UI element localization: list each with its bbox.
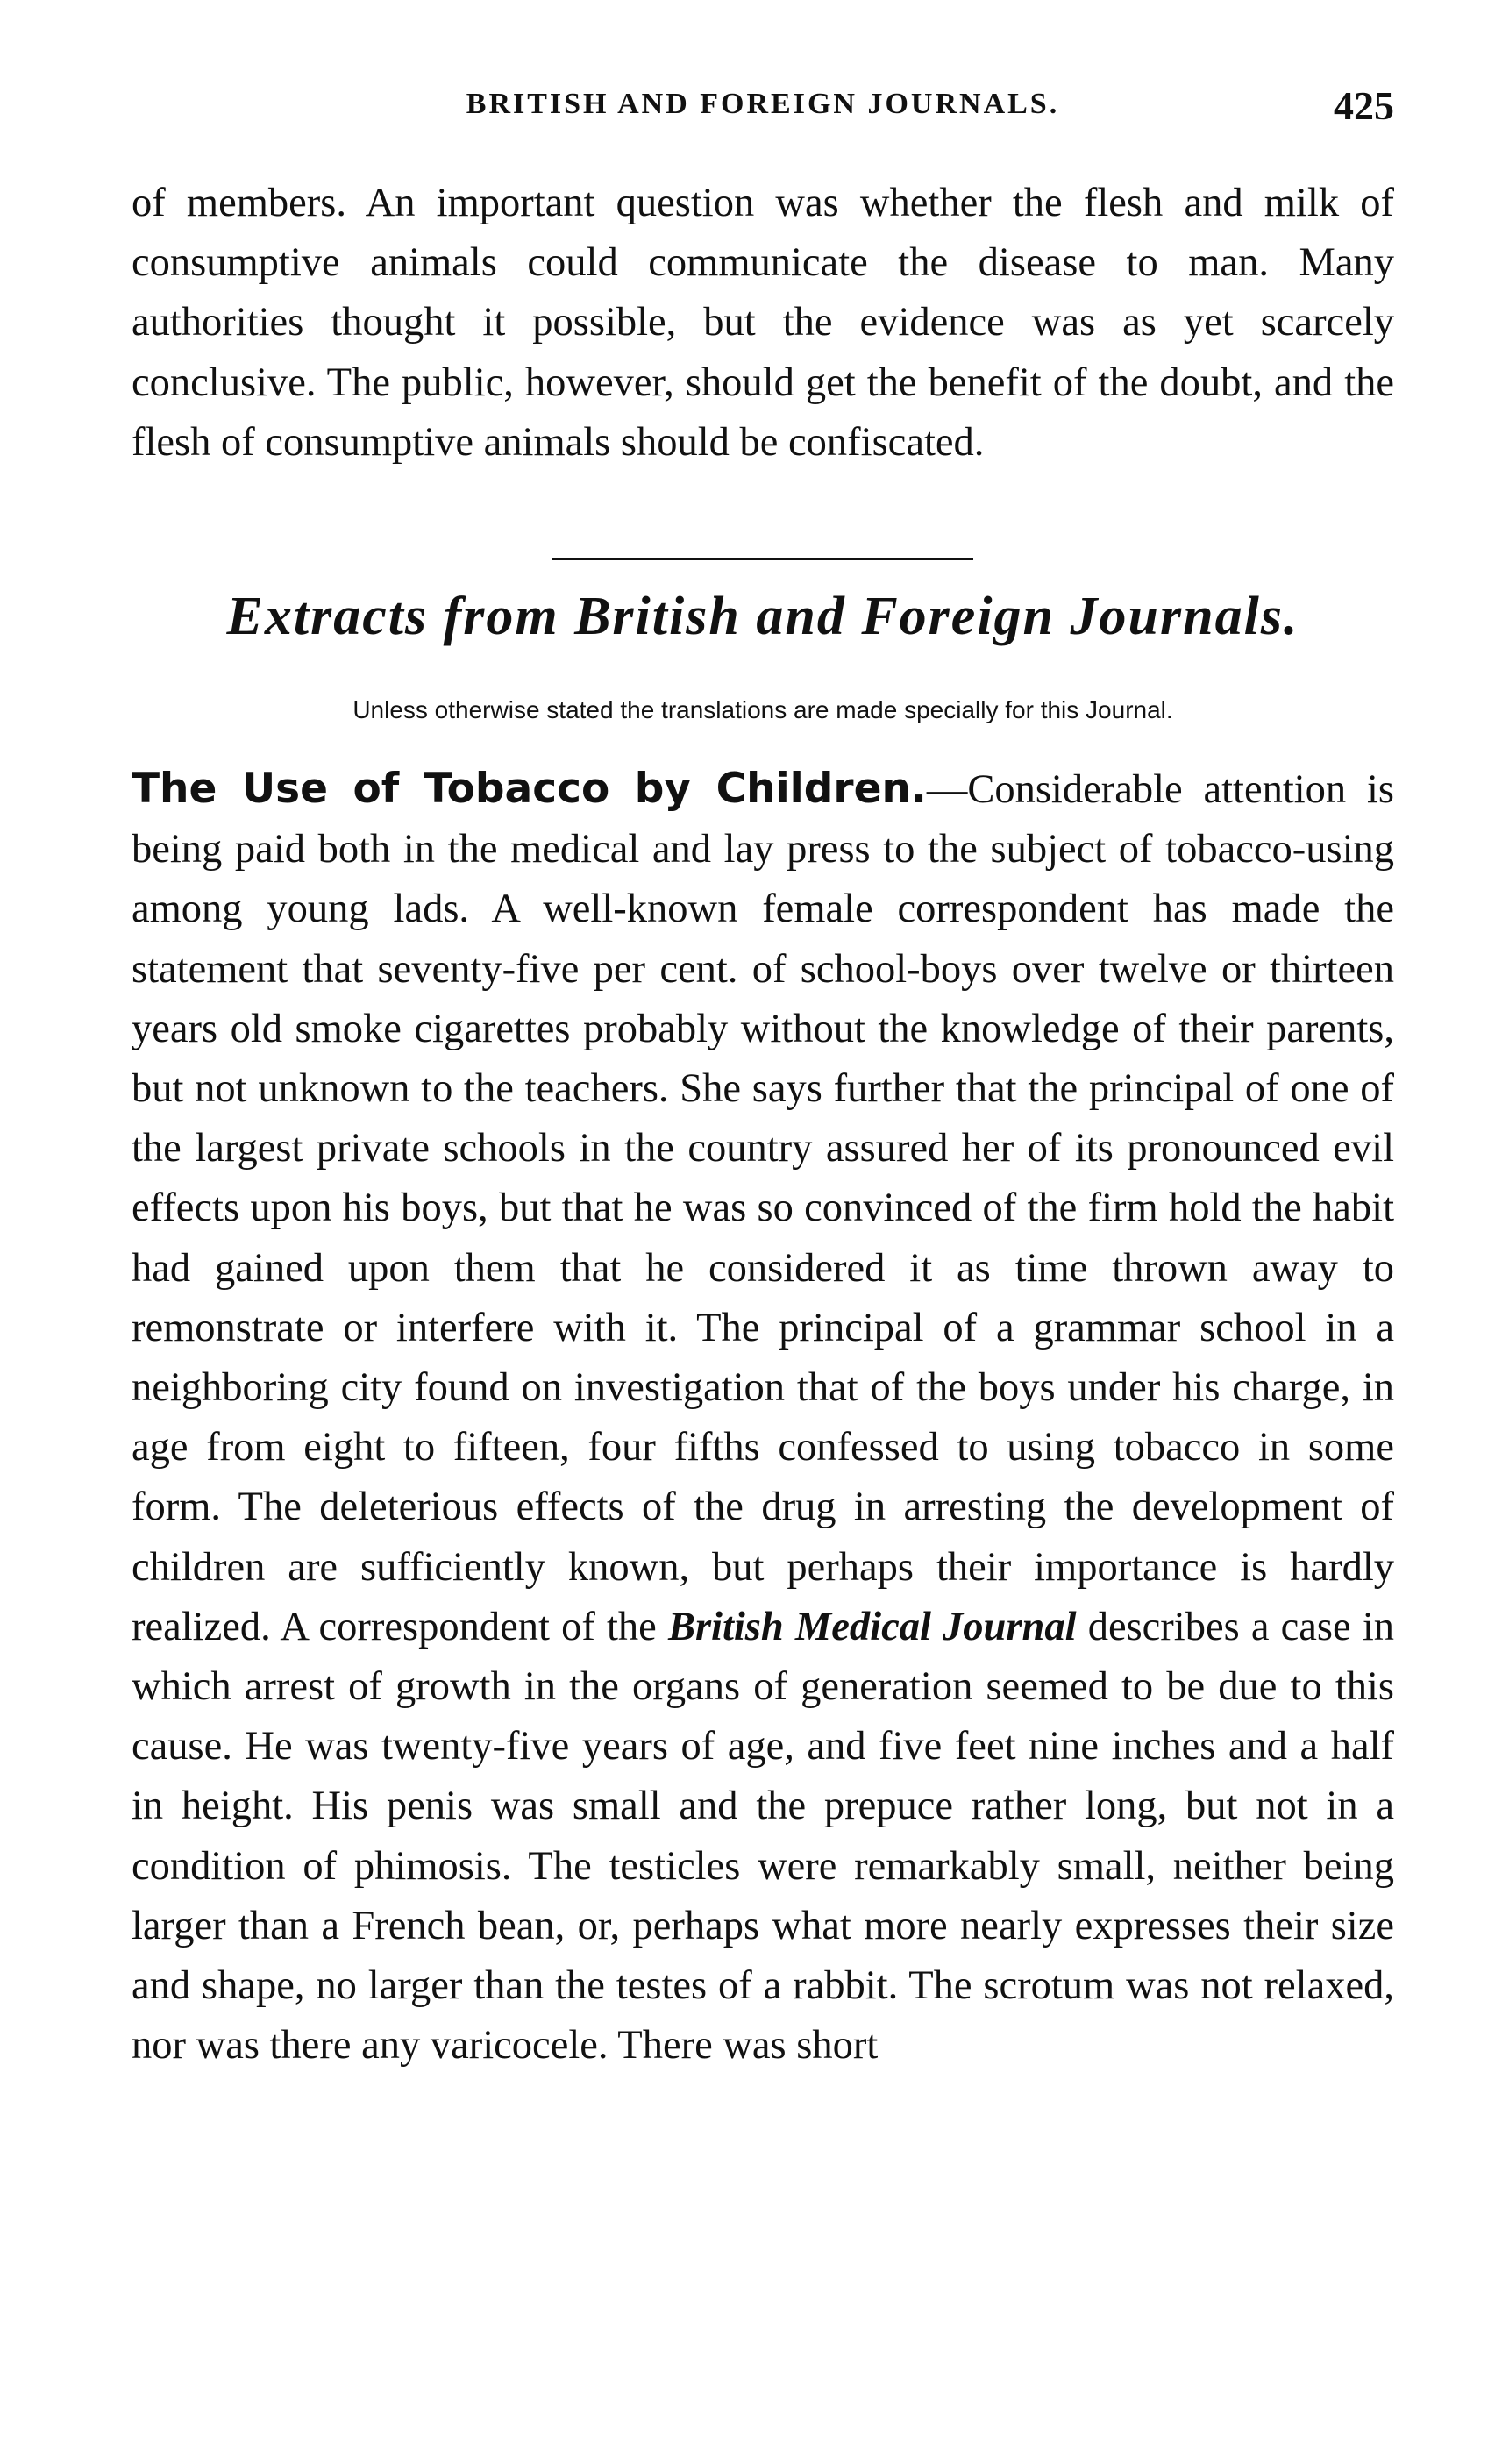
intro-text-block: [132, 174, 1394, 473]
section-title: Extracts from British and Foreign Journals.: [226, 587, 1299, 646]
running-header: [132, 83, 1394, 140]
article-body-part-1: —Considerable attention is being paid both in the medical and lay press to the subject of tobacco-using among young lads. A well-known female correspondent has made the statement that seventy-five per cent. of school-boys over twelve or thirteen years old smoke cigarettes probably without the knowledge of their parents, but not unknown to the teachers. She says further that the principal of one of the largest private schools in the country assured her of its pronounced evil effects upon his boys, but that he was so convinced of the firm hold the habit had gained upon them that he considered it as time thrown away to remonstrate or interfere with it. The principal of a grammar school in a neighboring city found on investigation that of the boys under his charge, in age from eight to fifteen, four fifths confessed to using tobacco in some form. The deleterious effects of the drug in arresting the development of children are sufficiently known, but perhaps their importance is hardly realized. A correspondent of the: [132, 767, 1394, 1649]
article-text-block: [132, 759, 1394, 2076]
intro-paragraph: of members. An important question was whether the flesh and milk of consumptive animals could communicate the disease to man. Many authorities thought it possible, but the evidence was as yet scarcely conclusive. The public, however, should get the benefit of the doubt, and the flesh of consumptive animals should be confiscated.: [132, 181, 1394, 465]
article-title: The Use of Tobacco by Children.: [132, 765, 927, 813]
article-paragraph: [132, 759, 1394, 2076]
page-number: 425: [1334, 83, 1394, 128]
journal-name: British Medical Journal: [667, 1604, 1077, 1649]
article-body-part-2: describes a case in which arrest of growth in the organs of generation seemed to be due to this cause. He was twenty-five years of age, and five feet nine inches and a half in height. His penis was small and the prepuce rather long, but not in a condition of phimosis. The testicles were remarkably small, neither being larger than a French bean, or, perhaps what more nearly expresses their size and shape, no larger than the testes of a rabbit. The scrotum was not relaxed, nor was there any varicocele. There was short: [132, 1604, 1394, 2069]
section-note: Unless otherwise stated the translations are made specially for this Journal.: [352, 696, 1173, 723]
running-title: BRITISH AND FOREIGN JOURNALS.: [466, 88, 1060, 120]
section-divider: [552, 558, 973, 560]
